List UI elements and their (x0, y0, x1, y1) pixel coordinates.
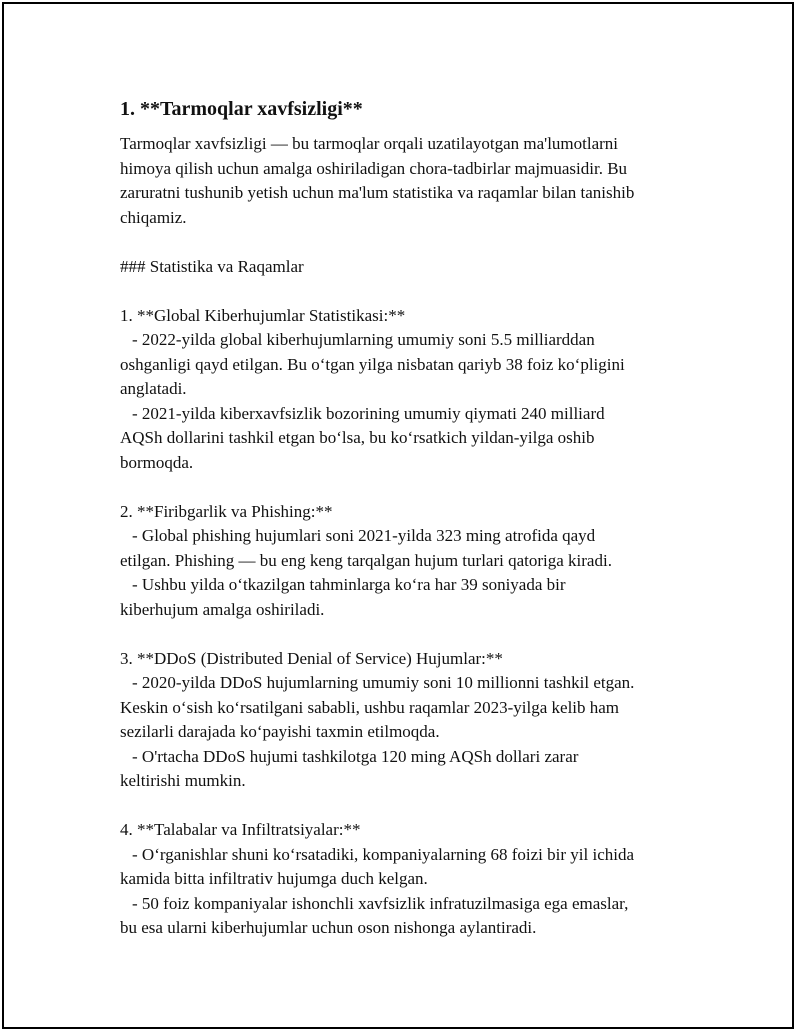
spacer (120, 794, 690, 819)
intro-line: himoya qilish uchun amalga oshiriladigan chora-tadbirlar majmuasidir. Bu (120, 158, 628, 178)
section-2 (120, 500, 690, 623)
document-title: 1. **Tarmoqlar xavfsizligi** (120, 98, 363, 120)
intro-line: Tarmoqlar xavfsizligi — bu tarmoqlar orqali uzatilayotgan ma'lumotlarni (120, 134, 619, 153)
section-heading-line: 2. **Firibgarlik va Phishing:** (120, 501, 333, 521)
document-page (2, 2, 794, 1029)
section-3 (120, 647, 690, 794)
bullet-line: keltirishi mumkin. (120, 771, 246, 790)
statistics-heading: ### Statistika va Raqamlar (120, 256, 304, 276)
bullet-line: Keskin o‘sish ko‘rsatilgani sababli, ushbu raqamlar 2023-yilga kelib ham (120, 697, 620, 717)
bullet-line: - O‘rganishlar shuni ko‘rsatadiki, kompaniyalarning 68 foizi bir yil ichida (132, 844, 635, 864)
bullet-line: etilgan. Phishing — bu eng keng tarqalgan hujum turlari qatoriga kiradi. (120, 550, 612, 570)
bullet-line: - Ushbu yilda o‘tkazilgan tahminlarga ko‘ra har 39 soniyada bir (132, 575, 566, 594)
bullet-line: - 2021-yilda kiberxavfsizlik bozorining umumiy qiymati 240 milliard (132, 403, 605, 423)
section-heading (120, 255, 690, 280)
bullet-line: kiberhujum amalga oshiriladi. (120, 599, 325, 619)
spacer (120, 230, 690, 255)
section-heading-line: 1. **Global Kiberhujumlar Statistikasi:** (120, 305, 406, 325)
bullet-line: kamida bitta infiltrativ hujumga duch kelgan. (120, 869, 428, 888)
spacer (120, 279, 690, 304)
bullet-line: - 2020-yilda DDoS hujumlarning umumiy soni 10 millionni tashkil etgan. (132, 673, 635, 692)
bullet-line: anglatadi. (120, 379, 187, 398)
section-4 (120, 818, 690, 941)
bullet-line: sezilarli darajada ko‘payishi taxmin etilmoqda. (120, 722, 440, 741)
spacer (120, 622, 690, 647)
bullet-line: - Global phishing hujumlari soni 2021-yilda 323 ming atrofida qayd (132, 526, 596, 545)
intro-line: zaruratni tushunib yetish uchun ma'lum statistika va raqamlar bilan tanishib (120, 183, 635, 202)
bullet-line: - O'rtacha DDoS hujumi tashkilotga 120 ming AQSh dollari zarar (132, 746, 579, 766)
spacer (120, 475, 690, 500)
bullet-line: bormoqda. (120, 452, 194, 472)
intro-paragraph (120, 132, 690, 230)
section-1 (120, 304, 690, 476)
bullet-line: bu esa ularni kiberhujumlar uchun oson nishonga aylantiradi. (120, 918, 537, 937)
section-heading-line: 4. **Talabalar va Infiltratsiyalar:** (120, 820, 361, 839)
bullet-line: oshganligi qayd etilgan. Bu o‘tgan yilga nisbatan qariyb 38 foiz ko‘pligini (120, 354, 625, 374)
section-heading-line: 3. **DDoS (Distributed Denial of Service) Hujumlar:** (120, 648, 503, 668)
bullet-line: AQSh dollarini tashkil etgan bo‘lsa, bu ko‘rsatkich yildan-yilga oshib (120, 428, 595, 447)
document-content (120, 96, 690, 941)
bullet-line: - 2022-yilda global kiberhujumlarning umumiy soni 5.5 milliarddan (132, 330, 595, 349)
intro-line: chiqamiz. (120, 207, 187, 227)
bullet-line: - 50 foiz kompaniyalar ishonchli xavfsizlik infratuzilmasiga ega emaslar, (132, 893, 629, 913)
